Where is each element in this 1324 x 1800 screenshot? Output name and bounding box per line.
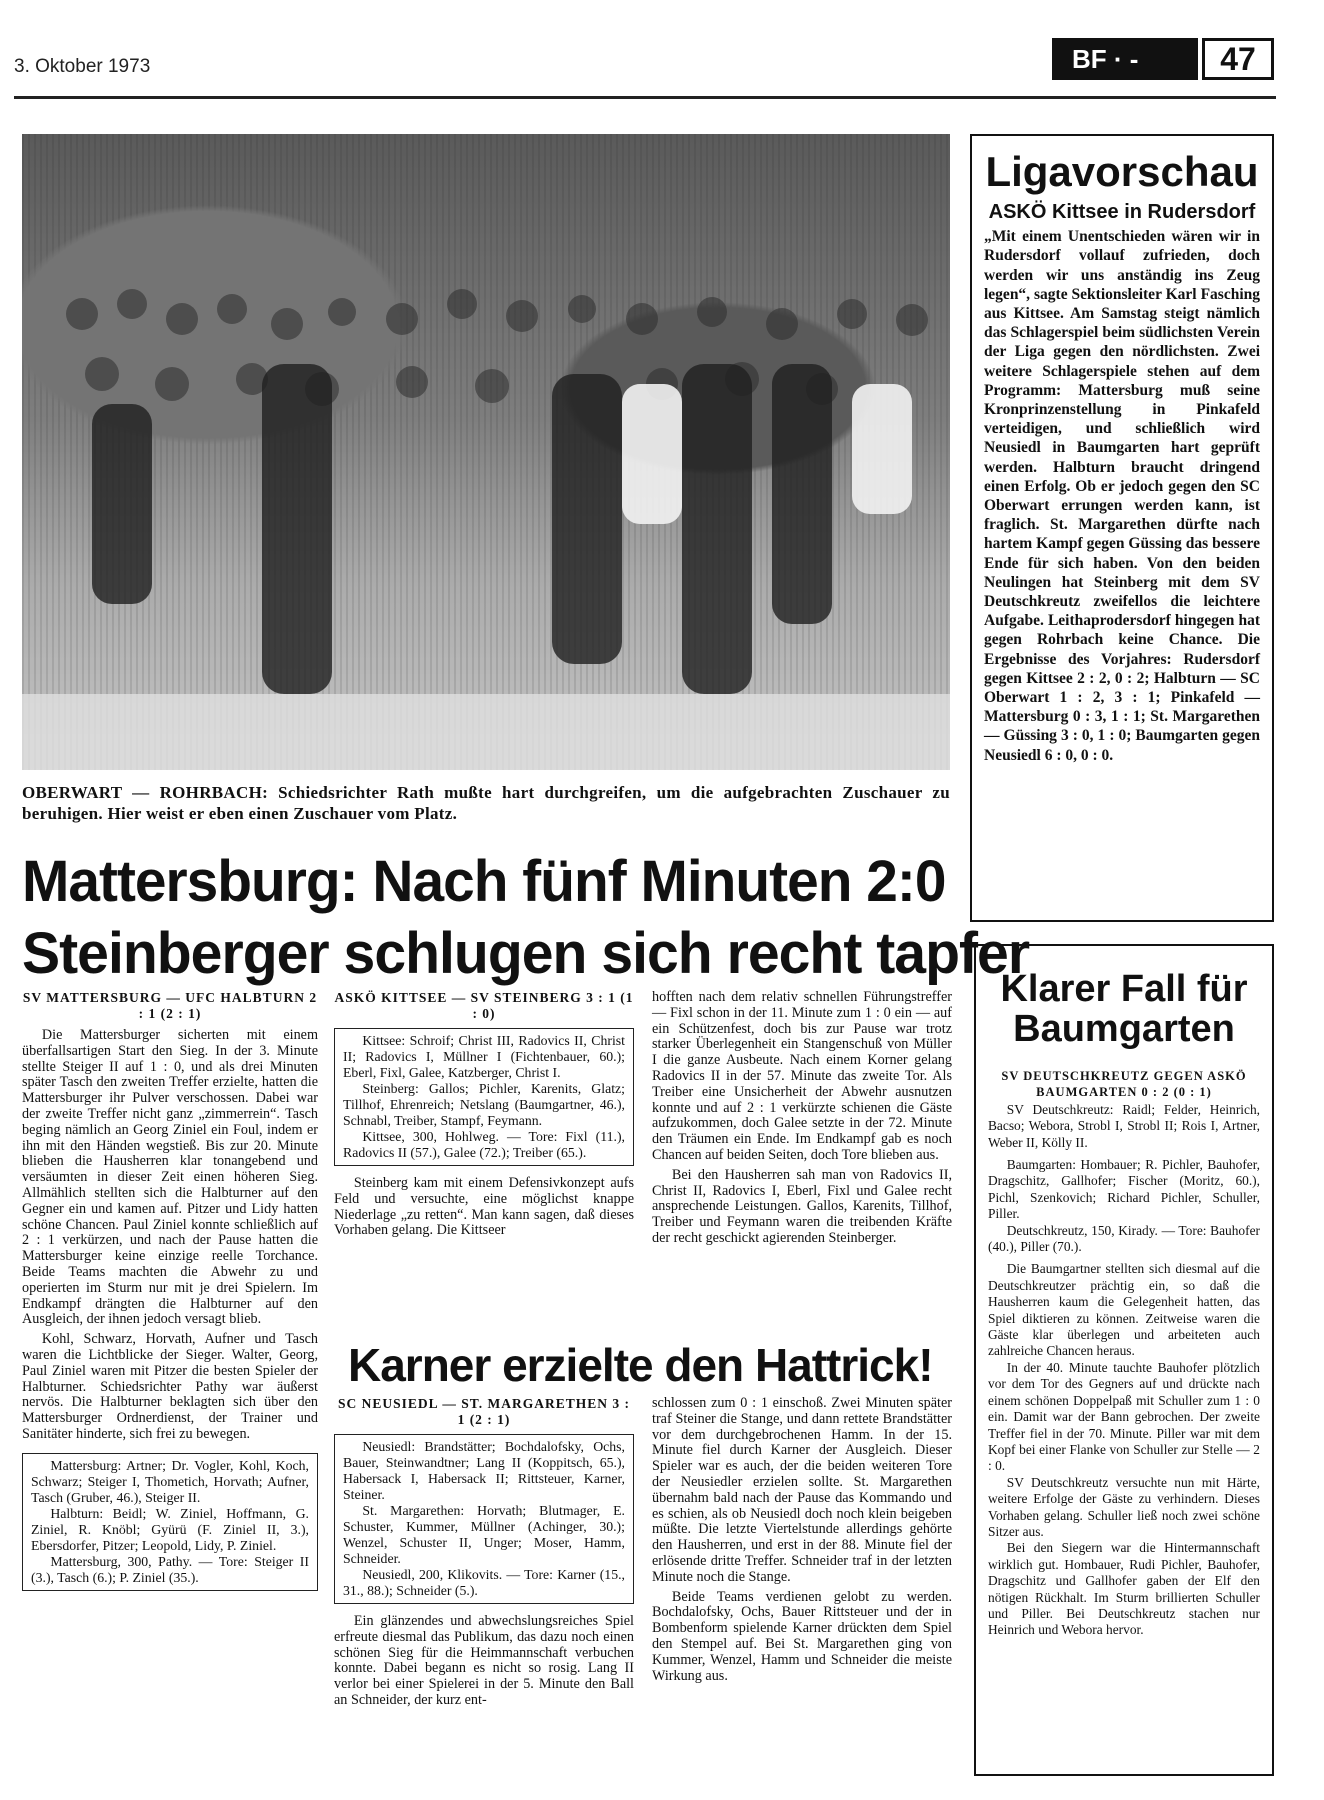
lineup-line: SV Deutschkreutz: Raidl; Felder, Heinrich, Bacso; Webora, Strobl I, Strobl II; Rois I, Artner, Weber II, Kölly II. (988, 1101, 1260, 1150)
article-paragraph: SV Deutschkreutz versuchte nun mit Härte, weitere Erfolge der Gäste zu verhindern. Dieses Vorhaben gelang. Schuller ließ noch zwei schöne Sitzer aus. (988, 1474, 1260, 1539)
article-paragraph: Kohl, Schwarz, Horvath, Aufner und Tasch waren die Lichtblicke der Sieger. Walter, Georg, Paul Ziniel waren mit Pitzer die besten Spieler der Halbturner. Schiedsrichter Pathy war äußerst nervös. Die Halbturner beklagten sich über den Mattersburger Ordnerdienst, der Trainer und Sanitäter hinderte, sich frei zu bewegen. (22, 1331, 318, 1442)
karner-headline: Karner erzielte den Hattrick! (348, 1339, 933, 1391)
caption-lead: OBERWART — ROHRBACH: (22, 783, 269, 802)
match-photo (22, 134, 950, 770)
lineup-line: Steinberg: Gallos; Pichler, Karenits, Glatz; Tillhof, Ehrenreich; Netslang (Baumgartner, 46.), Schnabl, Treiber, Stampf, Feymann. (343, 1081, 625, 1128)
article-paragraph: Steinberg kam mit einem Defensivkonzept aufs Feld und versuchte, eine möglichst knappe Niederlage „zu retten“. Man kann sagen, daß dieses Vorhaben gelang. Die Kittseer (334, 1175, 634, 1239)
lineup-line: Kittsee, 300, Hohlweg. — Tore: Fixl (11.), Radovics II (57.), Galee (72.); Treiber (65.). (343, 1129, 625, 1160)
page-number: 47 (1202, 38, 1274, 80)
lineup-line: Kittsee: Schroif; Christ III, Radovics II, Christ II; Radovics I, Müllner I (Fichtenbauer, 60.); Eberl, Fixl, Galee, Katzberger, Christ I. (343, 1033, 625, 1080)
lineup-line: Neusiedl, 200, Klikovits. — Tore: Karner (15., 31., 88.); Schneider (5.). (343, 1567, 625, 1598)
article-kittsee (334, 990, 634, 1239)
sidebar-subtitle: ASKÖ Kittsee in Rudersdorf (988, 201, 1256, 224)
issue-date: 3. Oktober 1973 (14, 56, 151, 77)
lineup-line: Deutschkreutz, 150, Kirady. — Tore: Bauhofer (40.), Piller (70.). (988, 1222, 1260, 1255)
main-headline-line1: Mattersburg: Nach fünf Minuten 2:0 (22, 849, 946, 914)
article-paragraph: hofften nach dem relativ schnellen Führungstreffer — Fixl schon in der 11. Minute zum 1 : 0 ein — auf ein Schützenfest, doch bis zur Pause war trotz starker Überlegenheit ein Stangenschuß von Müller I die ganze Ausbeute. Nach einem Korner gelang Radovics II in der 57. Minute das zweite Tor. Als Treiber eine Unsicherheit der Abwehr ausnutzen konnte und auf 2 : 1 verkürzte schienen die Gäste aufzukommen, doch Galee setzte in der 72. Minute den Träumen ein Ende. Im Endkampf gab es noch Chancen auf beiden Seiten, doch Tore blieben aus. (652, 989, 952, 1163)
lineup-line: Halbturn: Beidl; W. Ziniel, Hoffmann, G. Ziniel, R. Knöbl; Gyürü (F. Ziniel II, 3.), Ebersdorfer, Pitzer; Leopold, Lidy, P. Ziniel. (31, 1505, 309, 1553)
sidebar-title: Klarer Fall für Baumgarten (1000, 968, 1248, 1050)
lineup-line: St. Margarethen: Horvath; Blutmager, E. Schuster, Kummer, Müllner (Achinger, 30.); Wenzel, Schuster II, Unger; Moser, Hamm, Schneider. (343, 1503, 625, 1566)
lineup-box (22, 1453, 318, 1591)
article-mattersburg (22, 990, 318, 1591)
lineup-line: Mattersburg, 300, Pathy. — Tore: Steiger II (3.), Tasch (6.); P. Ziniel (35.). (31, 1553, 309, 1585)
photo-caption (22, 782, 950, 824)
match-title: SV DEUTSCHKREUTZ GEGEN ASKÖ BAUMGARTEN 0 : 2 (0 : 1) (1001, 1068, 1247, 1099)
caption-text: Schiedsrichter Rath mußte hart durchgreifen, um die aufgebrachten Zuschauer zu beruhigen. Hier weist er eben einen Zuschauer vom Platz. (22, 783, 950, 823)
sidebar-ligavorschau (970, 134, 1274, 922)
sidebar-title: Ligavorschau (985, 148, 1259, 195)
sidebar-body: „Mit einem Unentschieden wären wir in Rudersdorf vollauf zufrieden, doch werden wir uns anständig ins Zeug legen“, sagte Sektionsleiter Karl Fasching aus Kittsee. Am Samstag steigt nämlich das Schlagerspiel beim südlichsten Verein der Liga gegen den nördlichsten. Zwei weitere Schlagerspiele stehen auf dem Programm: Mattersburg muß seine Kronprinzenstellung in Pinkafeld verteidigen, und schließlich wird Neusiedl in Baumgarten hart geprüft werden. Halbturn braucht dringend einen Erfolg. Ob er jedoch gegen den SC Oberwart errungen werden kann, ist fraglich. St. Margarethen dürfte nach hartem Kampf gegen Güssing das bessere Ende für sich haben. Von den beiden Neulingen hat Steinberg mit dem SV Deutschkreutz zweifellos die leichtere Aufgabe. Leithaprodersdorf hingegen hat gegen Rohrbach keine Chance. Die Ergebnisse des Vorjahres: Rudersdorf gegen Kittsee 2 : 2, 0 : 2; Halbturn — SC Oberwart 1 : 2, 3 : 1; Pinkafeld — Mattersburg 0 : 3, 1 : 1; St. Margarethen — Güssing 3 : 0, 1 : 0; Baumgarten gegen Neusiedl 6 : 0, 0 : 0. (984, 228, 1260, 764)
match-title: SV MATTERSBURG — UFC HALBTURN 2 : 1 (2 : 1) (22, 990, 318, 1021)
publication-logo: BF · - (1052, 38, 1198, 80)
sidebar-article (988, 1068, 1260, 1639)
article-paragraph: Ein glänzendes und abwechslungsreiches Spiel erfreute diesmal das Publikum, das dazu noch einen schönen Sieg für die Heimmannschaft verbuchen konnte. Dabei begann es nicht so rosig. Lang II verlor bei einer Spielerei in der 5. Minute den Ball an Schneider, der kurz ent- (334, 1613, 634, 1708)
lineup-box (334, 1434, 634, 1604)
article-paragraph: Bei den Siegern war die Hintermannschaft wirklich gut. Hombauer, Rudi Pichler, Bauhofer, Dragschitz und Gallhofer gaben der Elf den nötigen Rückhalt. Im Sturm brillierten Schuller und Piller. Bei Deutschkreutz stachen nur Heinrich und Webora hervor. (988, 1540, 1260, 1638)
article-paragraph: Die Mattersburger sicherten mit einem überfallsartigen Start den Sieg. In der 3. Minute stellte Steiger II auf 1 : 0, und als drei Minuten später Tasch den zweiten Treffer erzielte, hatten die Mattersburger ihr Pulver verschossen. Dabei war der zweite Treffer nicht ganz „zimmerrein“. Tasch beging nämlich an Georg Ziniel ein Foul, indem er ihn mit den Händen wegstieß. Bis zur 20. Minute blieben die Hausherren klar tonangebend und versäumten in dieser Zeit einen höheren Sieg. Allmählich stellten sich die Halbturner auf den Gegner ein und kamen auf. Pitzer und Lidy hatten schöne Chancen. Paul Ziniel konnte schließlich auf 2 : 1 verkürzen, und nach der Pause hatten die Mattersburger keine einzige reelle Torchance. Beide Teams machten die Abwehr zu und operierten im Sturm nur mit je drei Spielern. Im Endkampf drängten die Halbturner auf den Ausgleich, der ihnen jedoch versagt blieb. (22, 1027, 318, 1328)
match-title: SC NEUSIEDL — ST. MARGARETHEN 3 : 1 (2 : 1) (338, 1396, 630, 1427)
article-paragraph: Bei den Hausherren sah man von Radovics II, Christ II, Radovics I, Eberl, Fixl und Galee recht ansprechende Leistungen. Gallos, Karenits, Tillhof, Treiber und Feymann waren die treibenden Kräfte der recht geschickt agierenden Steinberger. (652, 1166, 952, 1246)
article-paragraph: In der 40. Minute tauchte Bauhofer plötzlich vor dem Tor des Gegners auf und drückte nach einem schönen Doppelpaß mit Schuller zum 1 : 0 ein. Damit war der Bann gebrochen. Der zweite Treffer fiel in der 70. Minute. Piller war mit dem Kopf bei einer Flanke von Schuller zur Stelle — 2 : 0. (988, 1359, 1260, 1474)
photo-crowd-illustration (22, 134, 950, 770)
article-neusiedl (334, 1396, 634, 1709)
lineup-line: Baumgarten: Hombauer; R. Pichler, Bauhofer, Dragschitz, Gallhofer; Fischer (Moritz, 60.), Pichl, Szenkovich; Richard Pichler, Schuller, Piller. (988, 1157, 1260, 1222)
lineup-line: Neusiedl: Brandstätter; Bochdalofsky, Ochs, Bauer, Steinwandtner; Lang II (Koppitsch, 65.), Habersack I, Habersack II; Rittsteuer, Karner, Steiner. (343, 1439, 625, 1502)
masthead (1052, 38, 1274, 80)
article-neusiedl-continued (652, 1396, 952, 1684)
lineup-box (334, 1028, 634, 1166)
header-rule (14, 96, 1276, 99)
article-paragraph: schlossen zum 0 : 1 einschoß. Zwei Minuten später traf Steiner die Stange, und dann rettete Brandstätter vor dem durchgebrochenen Hamm. In der 15. Minute fiel durch Karner der Ausgleich. Dieser Spieler war es auch, der die beiden weiteren Tore der Neusiedler erzielen sollte. St. Margarethen übernahm bald nach der Pause das Kommando und es schien, als ob Neusiedl doch noch klein beigeben müßte. Die letzte Viertelstunde allerdings gehörte den Hausherren, und erst in der 88. Minute fiel der erlösende dritte Treffer. Schneider traf in der letzten Minute noch die Stange. (652, 1395, 952, 1585)
match-title: ASKÖ KITTSEE — SV STEINBERG 3 : 1 (1 : 0) (334, 990, 634, 1021)
sidebar-baumgarten (974, 944, 1274, 1776)
main-headline-line2: Steinberger schlugen sich recht tapfer (22, 921, 1030, 986)
lineup-line: Mattersburg: Artner; Dr. Vogler, Kohl, Koch, Schwarz; Steiger I, Thometich, Horvath; Aufner, Tasch (Gruber, 46.), Steiger II. (31, 1457, 309, 1505)
article-paragraph: Die Baumgartner stellten sich diesmal auf die Deutschkreutzer prächtig ein, so daß die Hausherren kaum die Gelegenheit hatten, das Spiel diktieren zu können. Zeitweise waren die Gäste klar überlegen und arbeiteten auch zahlreiche Chancen heraus. (988, 1261, 1260, 1359)
article-paragraph: Beide Teams verdienen gelobt zu werden. Bochdalofsky, Ochs, Bauer Rittsteuer und der in Bombenform spielende Karner drückten dem Spiel den Stempel auf. Bei St. Margarethen ging von Kummer, Wenzel, Hamm und Schneider die meiste Wirkung aus. (652, 1588, 952, 1684)
article-kittsee-continued (652, 990, 952, 1247)
